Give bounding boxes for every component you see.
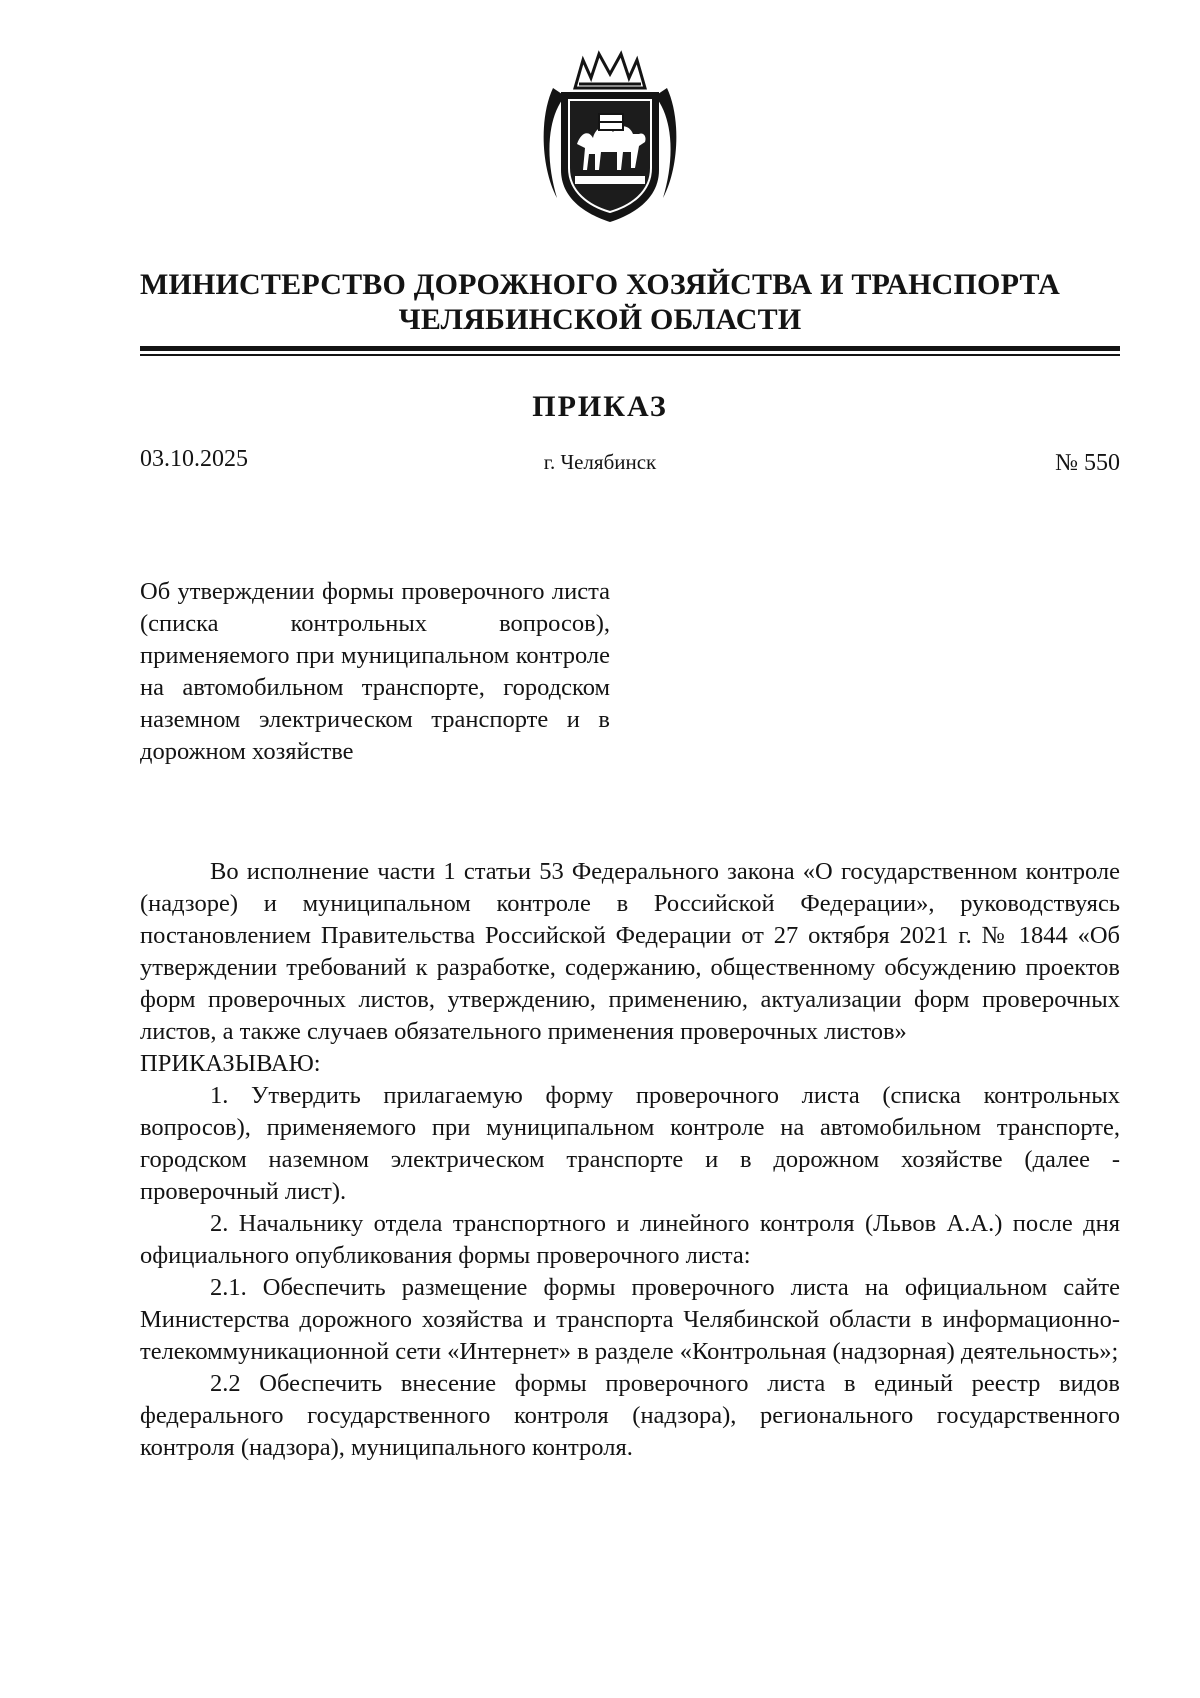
order-word: ПРИКАЗЫВАЮ: bbox=[140, 1050, 321, 1077]
order-item-1: 1. Утвердить прилагаемую форму проверочного листа (списка контрольных вопросов), применяемого при муниципальном контроле на автомобильном транспорте, городском наземном электрическом транспорте и в дорожном хозяйстве (далее - проверочный лист). bbox=[140, 1082, 1120, 1205]
ministry-name-line2: ЧЕЛЯБИНСКОЙ ОБЛАСТИ bbox=[398, 303, 802, 336]
order-date: 03.10.2025 bbox=[140, 446, 248, 472]
order-body bbox=[140, 856, 1120, 1464]
ministry-name-line1: МИНИСТЕРСТВО ДОРОЖНОГО ХОЗЯЙСТВА И ТРАНСПОРТА bbox=[139, 268, 1061, 301]
order-number: № 550 bbox=[1055, 450, 1120, 476]
order-city: г. Челябинск bbox=[543, 450, 657, 474]
document-type-title: ПРИКАЗ bbox=[532, 390, 668, 423]
order-subject: Об утверждении формы проверочного листа (списка контрольных вопросов), применяемого при муниципальном контроле на автомобильном транспорте, городском наземном электрическом транспорте и в дорожном хозяйстве bbox=[140, 578, 610, 765]
header-rule-thin bbox=[140, 354, 1120, 356]
chelyabinsk-coat-of-arms-icon bbox=[535, 48, 685, 228]
preamble-paragraph: Во исполнение части 1 статьи 53 Федерального закона «О государственном контроле (надзоре) и муниципальном контроле в Российской Федерации», руководствуясь постановлением Правительства Российской Федерации от 27 октября 2021 г. № 1844 «Об утверждении требований к разработке, содержанию, общественному обсуждению проектов форм проверочных листов, утверждению, применению, актуализации форм проверочных листов, а также случаев обязательного применения проверочных листов» bbox=[140, 858, 1120, 1045]
order-item-2: 2. Начальнику отдела транспортного и линейного контроля (Львов А.А.) после дня официального опубликования формы проверочного листа: bbox=[140, 1210, 1120, 1269]
order-item-2-2: 2.2 Обеспечить внесение формы проверочного листа в единый реестр видов федерального государственного контроля (надзора), регионального государственного контроля (надзора), муниципального контроля. bbox=[140, 1370, 1120, 1461]
order-item-2-1: 2.1. Обеспечить размещение формы проверочного листа на официальном сайте Министерства дорожного хозяйства и транспорта Челябинской области в информационно-телекоммуникационной сети «Интернет» в разделе «Контрольная (надзорная) деятельность»; bbox=[140, 1274, 1120, 1365]
header-rule-thick bbox=[140, 346, 1120, 351]
